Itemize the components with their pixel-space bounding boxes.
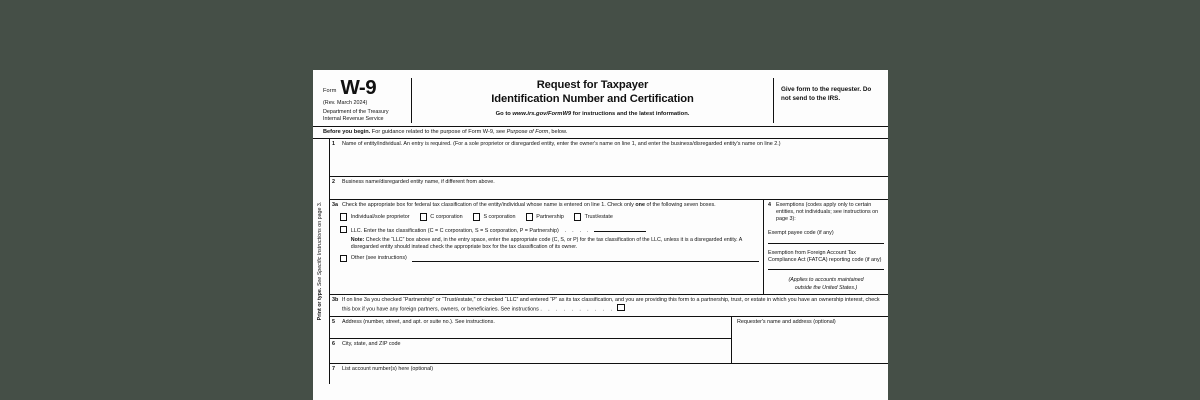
address-and-requester-section (330, 317, 888, 364)
side-rail-text (317, 202, 325, 321)
checkbox-icon[interactable] (574, 213, 581, 220)
address-column (330, 317, 732, 364)
checkbox-icon[interactable] (420, 213, 427, 220)
line-3b-leader-dots: . . . . . . . . . . (540, 306, 615, 313)
form-word-label: Form (323, 87, 337, 94)
checkbox-icon[interactable] (340, 255, 347, 262)
line-3a-text-1: Check the appropriate box for federal tax classification of the entity/individual whose name is entered on line 1. Check only (342, 201, 636, 208)
line-6-label: City, state, and ZIP code (342, 341, 401, 348)
field-line-4 (764, 200, 888, 294)
line-5-label: Address (number, street, and apt. or suite no.). See instructions. (342, 319, 495, 326)
checkbox-other-label: Other (see instructions) (350, 255, 407, 262)
llc-note-text: Check the “LLC” box above and, in the entry space, enter the appropriate code (C, S, or P) for the tax classification of the LLC, unless it is a disregarded entity. A disregarded entity should instead check the appropriate box for the tax classification of its owner. (350, 236, 742, 250)
form-body (313, 139, 888, 384)
fatca-code-label: Exemption from Foreign Account Tax Compliance Act (FATCA) reporting code (if any) (768, 249, 882, 263)
checkbox-llc-block (330, 225, 759, 250)
checkbox-icon[interactable] (473, 213, 480, 220)
checkbox-label: Individual/sole proprietor (350, 213, 410, 220)
exempt-payee-code-label: Exempt payee code (if any) (768, 229, 834, 236)
purpose-of-form-ref: Purpose of Form (506, 129, 549, 135)
applies-note-line-2: outside the United States.) (794, 284, 858, 291)
department-line-2: Internal Revenue Service (323, 116, 384, 123)
applies-to-accounts-note (768, 277, 884, 291)
form-title-line-1: Request for Taxpayer (536, 79, 649, 91)
line-3b-text: If on line 3a you checked “Partnership” or “Trust/estate,” or checked “LLC” and entered “P” as its tax classification, and you are providing this form to a partnership, trust, or estate in which you have an ownership interest, check this box if you have any foreign partners, owners, or beneficiaries. See instructions (342, 297, 880, 313)
form-revision-date: (Rev. March 2024) (323, 99, 368, 106)
side-rail-italic: See Specific Instructions (317, 228, 324, 287)
line-6-number: 6 (332, 341, 335, 348)
llc-note-label: Note: (350, 236, 365, 243)
form-title-line-2: Identification Number and Certification (491, 92, 694, 105)
line-3a-one-emphasis: one (635, 201, 645, 208)
form-number-title: W-9 (340, 76, 377, 99)
line-7-label: List account number(s) here (optional) (342, 366, 434, 373)
side-rail-bold: Print or type. (317, 288, 324, 321)
checkbox-other-block (330, 255, 759, 262)
tax-classification-checkbox-row (330, 213, 759, 220)
goto-url[interactable]: www.irs.gov/FormW9 (512, 110, 572, 117)
give-form-note: Give form to the requester. Do not send to the IRS. (781, 86, 872, 102)
line-2-label: Business name/disregarded entity name, if different from above. (342, 178, 495, 185)
line-3a-label (342, 202, 759, 209)
line-1-number: 1 (332, 140, 335, 147)
form-header-right (774, 78, 878, 123)
form-header-left (323, 78, 411, 123)
before-you-begin-label: Before you begin. (323, 129, 371, 135)
before-you-begin-text-1: For guidance related to the purpose of Form W-9, see (370, 129, 507, 135)
line-3b-number: 3b (332, 297, 339, 304)
applies-note-line-1: (Applies to accounts maintained (788, 277, 864, 284)
goto-prefix: Go to (495, 110, 513, 117)
checkbox-partnership[interactable] (526, 213, 564, 220)
line-3a-and-4-section (330, 200, 888, 295)
requester-label: Requester's name and address (optional) (737, 319, 836, 326)
before-you-begin-strip (313, 126, 888, 138)
field-line-2[interactable] (330, 177, 888, 200)
checkbox-icon[interactable] (617, 304, 624, 311)
field-requester-name-address[interactable] (732, 317, 888, 364)
form-w9-page (313, 70, 888, 400)
form-header (313, 70, 888, 126)
field-line-5[interactable] (330, 317, 731, 339)
line-1-label: Name of entity/individual. An entry is required. (For a sole proprietor or disregarded entity, enter the owner's name on line 1, and enter the business/disregarded entity's name on line 2.) (342, 140, 781, 147)
side-rail-tail: on page 3. (317, 202, 324, 229)
goto-url-line (418, 111, 767, 118)
line-5-number: 5 (332, 319, 335, 326)
form-header-center (411, 78, 774, 123)
line-3b-label (342, 297, 884, 313)
field-line-3a (330, 200, 764, 294)
side-rail (313, 139, 330, 384)
line-4-number: 4 (768, 202, 771, 209)
field-line-6[interactable] (330, 339, 731, 364)
checkbox-label: Partnership (536, 213, 564, 220)
checkbox-s-corporation[interactable] (473, 213, 516, 220)
checkbox-individual-sole-proprietor[interactable] (340, 213, 410, 220)
goto-suffix: for instructions and the latest information. (571, 110, 690, 117)
department-line-1: Department of the Treasury (323, 109, 389, 116)
checkbox-icon[interactable] (340, 226, 347, 233)
checkbox-icon[interactable] (526, 213, 533, 220)
line-3a-text-2: of the following seven boxes. (644, 201, 716, 208)
llc-classification-input[interactable] (594, 225, 646, 232)
checkbox-c-corporation[interactable] (420, 213, 463, 220)
llc-leader-dots: . . . . (564, 228, 591, 235)
checkbox-label: Trust/estate (584, 213, 613, 220)
checkbox-icon[interactable] (340, 213, 347, 220)
other-classification-input[interactable] (412, 255, 759, 262)
exempt-payee-code-input[interactable] (768, 237, 884, 244)
line-4-heading: Exemptions (codes apply only to certain entities, not individuals; see instructions on page 3): (776, 202, 879, 223)
field-line-7[interactable] (330, 364, 888, 384)
fatca-code-input[interactable] (768, 264, 884, 271)
form-fields-column (330, 139, 888, 384)
checkbox-label: S corporation (483, 213, 516, 220)
before-you-begin-text-2: , below. (548, 129, 568, 135)
line-7-number: 7 (332, 366, 335, 373)
llc-note (351, 237, 759, 251)
line-2-number: 2 (332, 178, 335, 185)
line-3a-number: 3a (332, 201, 338, 208)
checkbox-trust-estate[interactable] (574, 213, 613, 220)
checkbox-label: C corporation (430, 213, 463, 220)
checkbox-llc-label: LLC. Enter the tax classification (C = C corporation, S = S corporation, P = Partnership) (350, 228, 559, 235)
field-line-3b (330, 295, 888, 317)
field-line-1[interactable] (330, 139, 888, 177)
